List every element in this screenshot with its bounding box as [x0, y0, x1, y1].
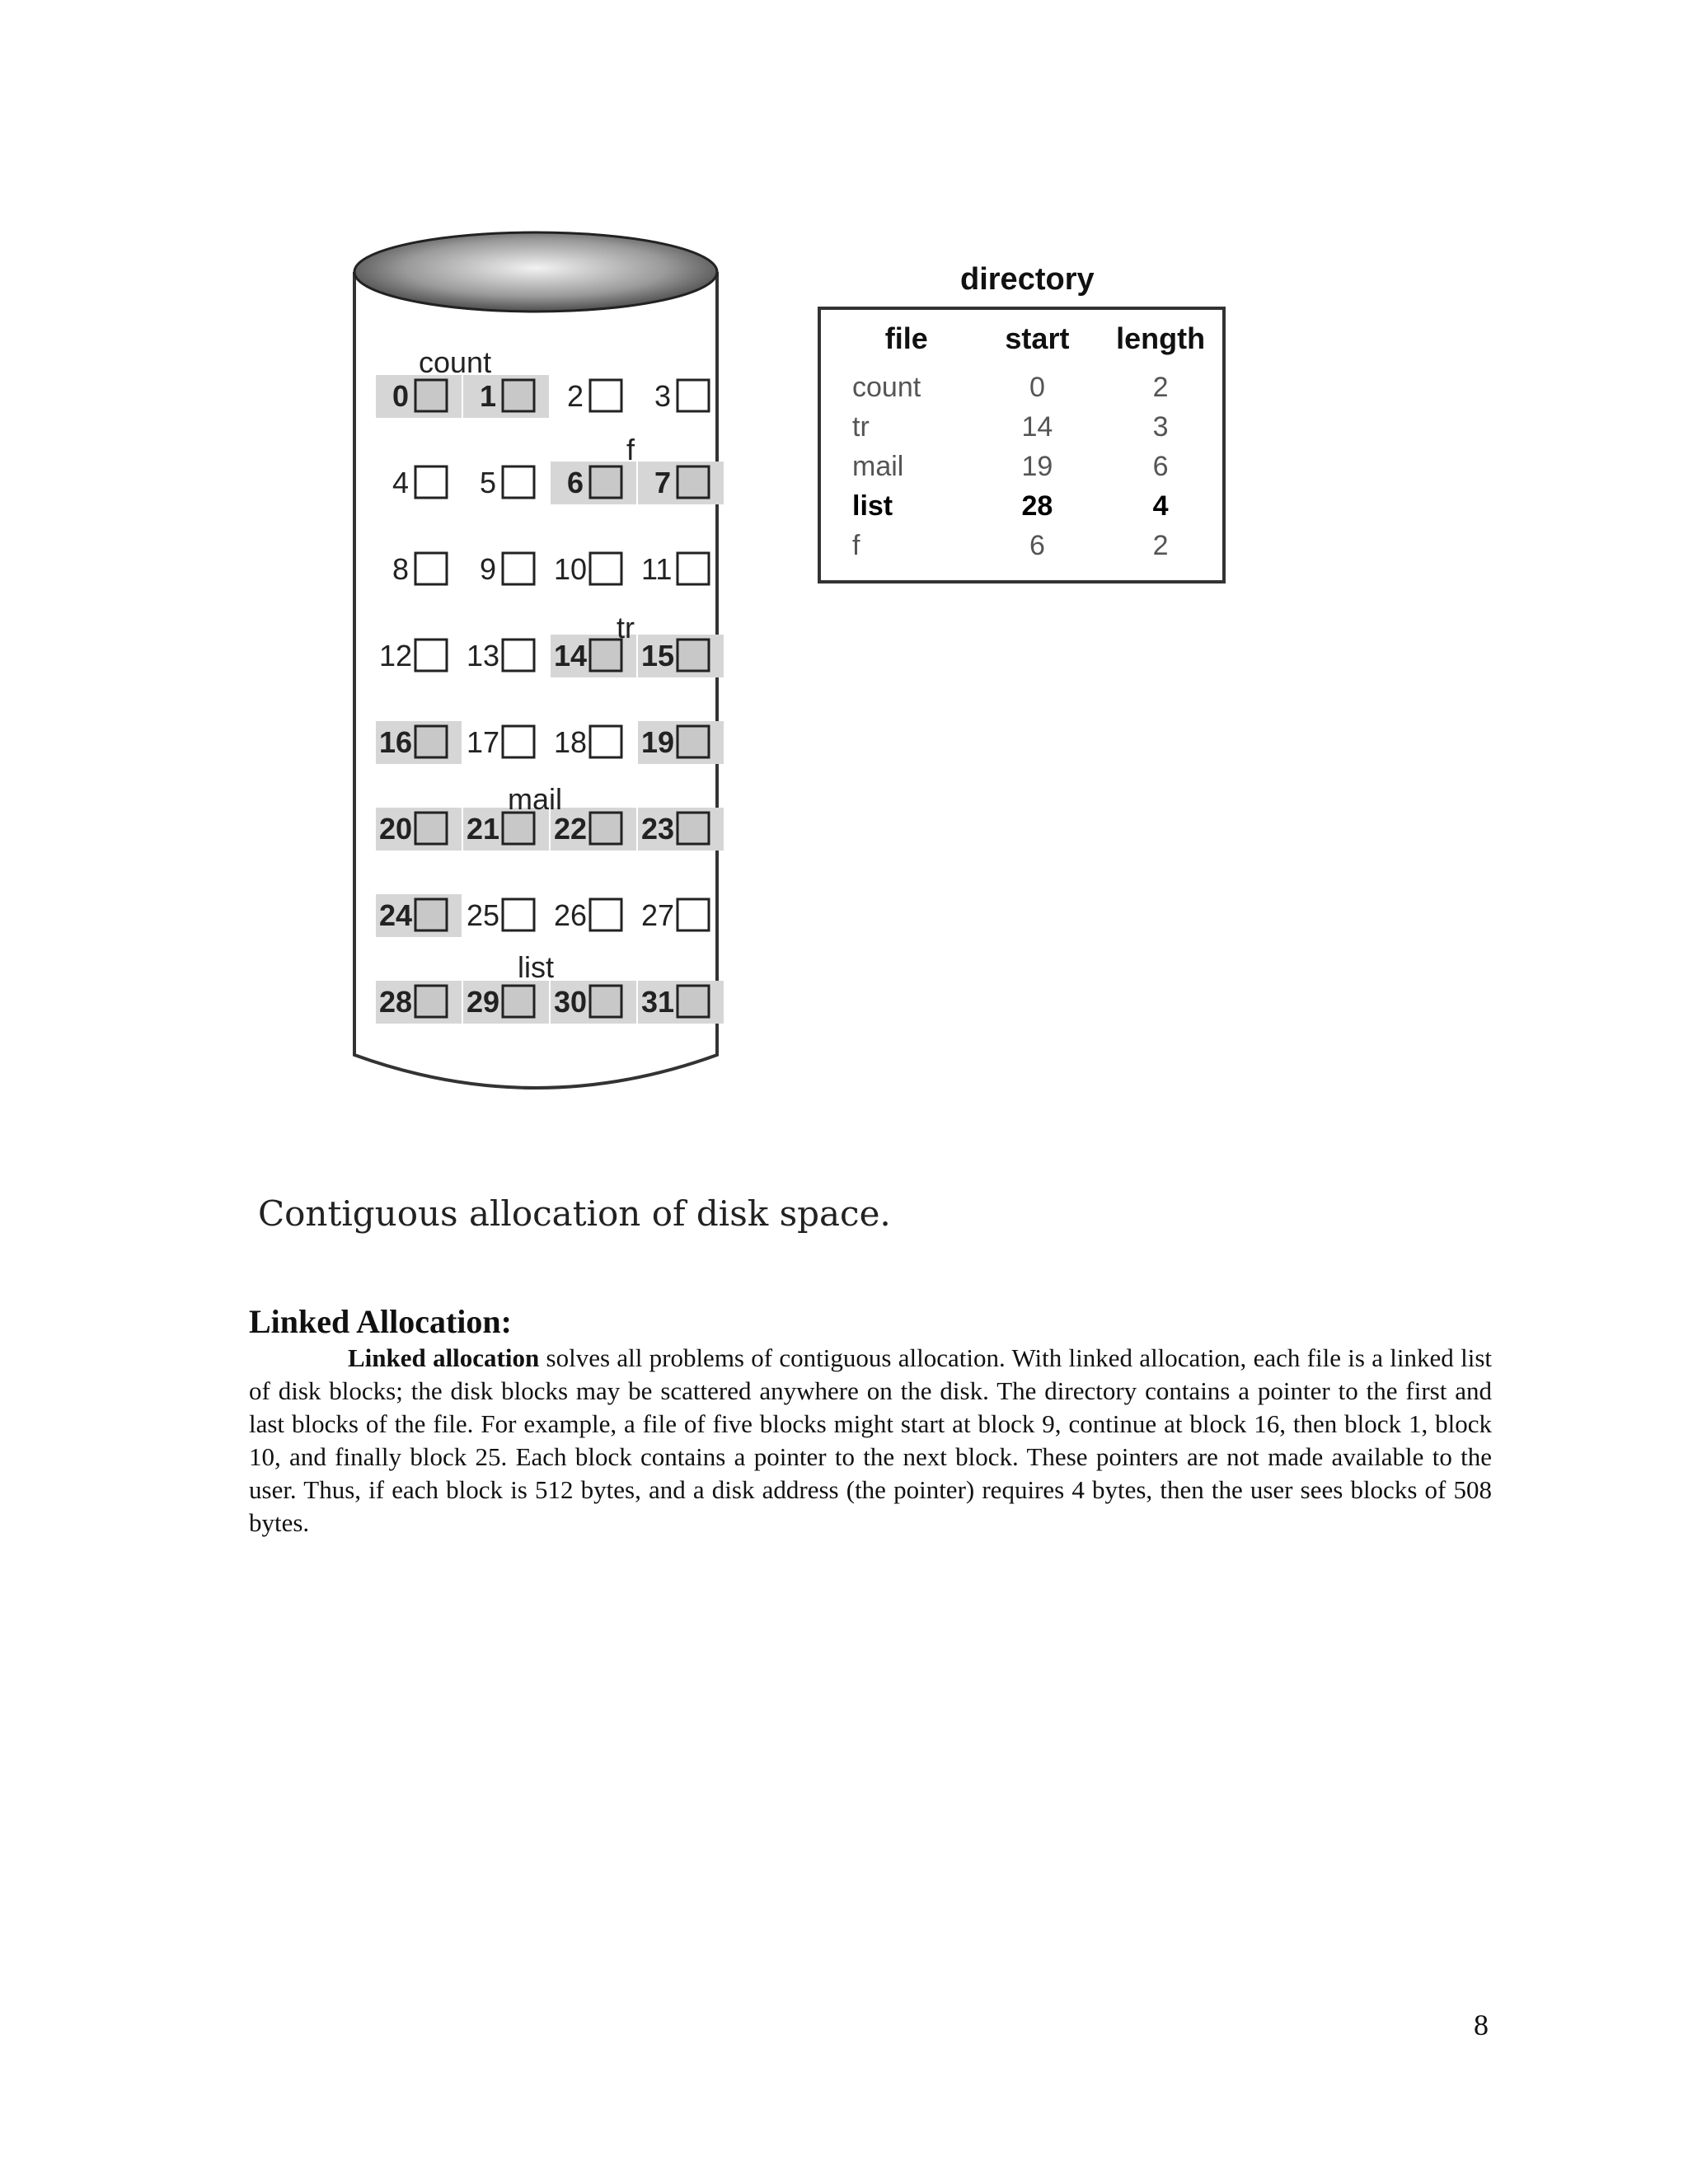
- block-number: 29: [467, 985, 500, 1019]
- block-square: [590, 986, 621, 1017]
- block-number: 20: [379, 812, 413, 846]
- cell-start: 28: [1021, 490, 1053, 522]
- block-number: 17: [467, 725, 500, 759]
- block-number: 7: [654, 466, 672, 499]
- block-number: 28: [379, 985, 413, 1019]
- disk-block: [654, 379, 709, 413]
- block-number: 10: [554, 552, 588, 586]
- cell-length: 6: [1152, 451, 1169, 482]
- cell-file: tr: [852, 411, 870, 443]
- block-square: [590, 813, 621, 844]
- block-number: 21: [467, 812, 500, 846]
- directory-table-frame: [818, 307, 1226, 583]
- table-row: [837, 526, 1222, 565]
- block-square: [590, 899, 621, 930]
- block-square: [503, 899, 534, 930]
- disk-block: [392, 379, 447, 413]
- column-header-length: length: [1116, 321, 1206, 355]
- disk-block: [392, 552, 447, 586]
- block-number: 11: [641, 552, 673, 586]
- block-square: [503, 726, 534, 757]
- cell-file: mail: [852, 451, 904, 482]
- disk-block: [567, 379, 621, 413]
- disk-block: [480, 552, 534, 586]
- disk-block: [392, 466, 447, 499]
- cell-file: count: [852, 372, 921, 403]
- block-number: 12: [379, 639, 413, 673]
- block-square: [503, 380, 534, 411]
- block-number: 3: [654, 379, 672, 413]
- block-number: 15: [641, 639, 675, 673]
- block-number: 26: [554, 898, 588, 932]
- block-number: 13: [467, 639, 500, 673]
- lead-term: Linked allocation: [348, 1343, 540, 1372]
- block-square: [503, 986, 534, 1017]
- cell-length: 2: [1152, 530, 1169, 561]
- page-number: 8: [1474, 2008, 1489, 2041]
- disk-cylinder-diagram: [346, 231, 742, 1121]
- block-number: 23: [641, 812, 675, 846]
- table-row: [837, 486, 1222, 526]
- block-square: [415, 640, 447, 671]
- cell-start: 6: [1029, 530, 1045, 561]
- block-square: [590, 380, 621, 411]
- block-number: 19: [641, 725, 675, 759]
- cell-length: 3: [1152, 411, 1169, 443]
- block-number: 18: [554, 725, 588, 759]
- block-square: [415, 986, 447, 1017]
- block-number: 1: [480, 379, 497, 413]
- block-number: 5: [480, 466, 497, 499]
- block-square: [415, 899, 447, 930]
- block-square: [590, 466, 621, 498]
- cell-length: 4: [1152, 490, 1169, 522]
- block-number: 31: [641, 985, 675, 1019]
- cell-start: 14: [1021, 411, 1053, 443]
- block-square: [503, 553, 534, 584]
- block-number: 22: [554, 812, 588, 846]
- block-number: 9: [480, 552, 497, 586]
- block-number: 14: [554, 639, 588, 673]
- block-square: [678, 813, 709, 844]
- block-number: 16: [379, 725, 413, 759]
- block-square: [415, 380, 447, 411]
- directory-table: [837, 321, 1222, 565]
- cell-start: 19: [1021, 451, 1053, 482]
- block-square: [590, 726, 621, 757]
- body-paragraph: [249, 1342, 1492, 1540]
- cylinder-top: [354, 232, 717, 312]
- disk-block: [480, 466, 534, 499]
- block-square: [678, 466, 709, 498]
- figure-caption: Contiguous allocation of disk space.: [258, 1193, 891, 1234]
- block-number: 27: [641, 898, 675, 932]
- block-square: [678, 553, 709, 584]
- block-square: [678, 986, 709, 1017]
- directory-title: directory: [960, 262, 1095, 297]
- block-square: [503, 466, 534, 498]
- file-tag-count: count: [419, 345, 492, 379]
- block-number: 24: [379, 898, 413, 932]
- column-header-start: start: [1005, 321, 1070, 355]
- block-number: 8: [392, 552, 410, 586]
- file-tag-tr: tr: [617, 611, 635, 644]
- block-number: 6: [567, 466, 584, 499]
- file-tag-list: list: [518, 950, 554, 984]
- block-square: [415, 553, 447, 584]
- table-row: [837, 407, 1222, 447]
- paragraph-text: solves all problems of contiguous allocation. With linked allocation, each file is a linked list of disk blocks; the disk blocks may be scattered anywhere on the disk. The directory contains a pointer to the first and last blocks of the file. For example, a file of five blocks might start at block 9, continue at block 16, then block 1, block 10, and finally block 25. Each block contains a pointer to the next block. These pointers are not made available to the user. Thus, if each block is 512 bytes, and a disk address (the pointer) requires 4 bytes, then the user sees blocks of 508 bytes.: [249, 1343, 1492, 1537]
- cell-start: 0: [1029, 372, 1045, 403]
- block-square: [678, 380, 709, 411]
- block-number: 2: [567, 379, 584, 413]
- block-square: [503, 813, 534, 844]
- block-number: 0: [392, 379, 410, 413]
- block-square: [590, 553, 621, 584]
- section-heading: Linked Allocation:: [249, 1303, 512, 1340]
- block-square: [678, 899, 709, 930]
- block-number: 4: [392, 466, 410, 499]
- block-square: [415, 813, 447, 844]
- disk-block: [480, 379, 534, 413]
- file-tag-mail: mail: [508, 782, 563, 816]
- cell-length: 2: [1152, 372, 1169, 403]
- block-number: 25: [467, 898, 500, 932]
- table-row: [837, 447, 1222, 486]
- cell-file: list: [852, 490, 893, 522]
- disk-block: [654, 466, 709, 499]
- table-row: [837, 368, 1222, 407]
- disk-block: [567, 466, 621, 499]
- block-number: 30: [554, 985, 588, 1019]
- block-square: [678, 640, 709, 671]
- file-tag-f: f: [626, 433, 635, 466]
- block-square: [415, 466, 447, 498]
- column-header-file: file: [884, 321, 928, 355]
- block-square: [415, 726, 447, 757]
- cell-file: f: [852, 530, 860, 561]
- block-square: [503, 640, 534, 671]
- block-square: [678, 726, 709, 757]
